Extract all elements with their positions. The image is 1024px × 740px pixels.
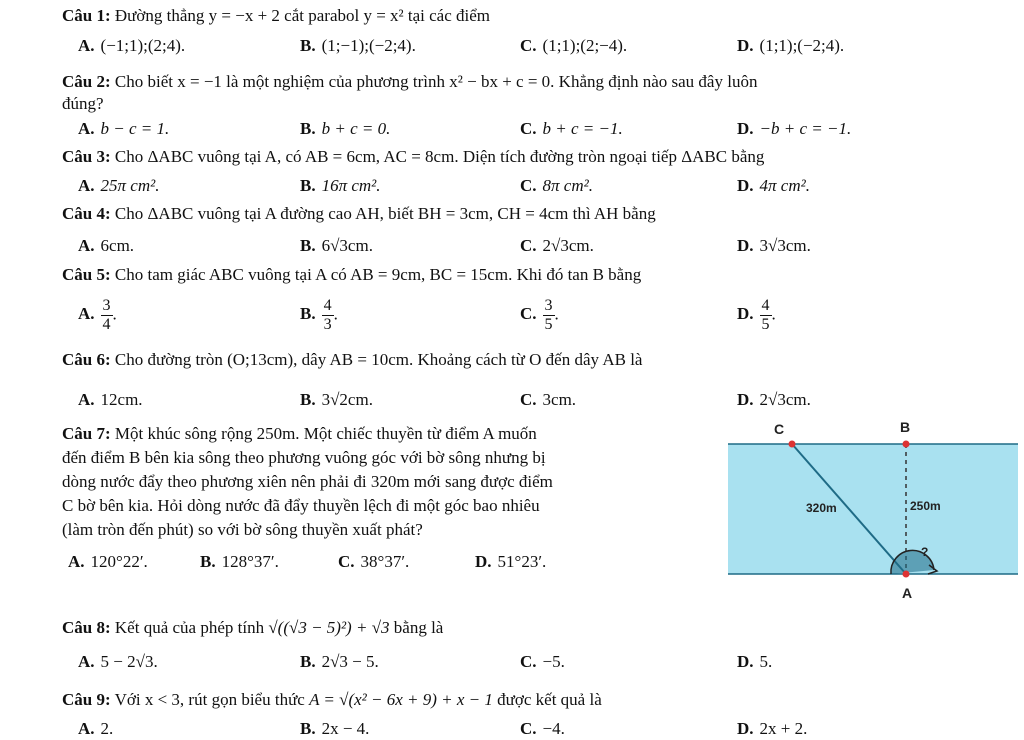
question-6 <box>62 350 642 370</box>
question-text: Kết quả của phép tính <box>114 618 265 637</box>
option-c[interactable]: C. 38°37′. <box>338 552 410 571</box>
option-c[interactable]: C. b + c = −1. <box>520 119 623 138</box>
option-c[interactable]: C. −5. <box>520 652 565 671</box>
question-1 <box>62 6 490 26</box>
question-text: Cho ΔABC vuông tại A đường cao AH, biết BH = 3cm, CH = 4cm thì AH bằng <box>114 204 656 223</box>
question-label: Câu 4: <box>62 204 111 223</box>
question-text-line: dòng nước đẩy theo phương xiên nên phải đi 320m mới sang được điểm <box>62 472 553 491</box>
option-c[interactable]: C. 8π cm². <box>520 176 593 195</box>
label-a: A <box>902 585 913 601</box>
option-a[interactable]: A. 25π cm². <box>78 176 160 195</box>
option-d[interactable]: D. 2x + 2. <box>737 719 808 738</box>
option-a[interactable]: A. 6cm. <box>78 236 135 255</box>
label-angle: ? <box>921 545 929 559</box>
point-c <box>789 441 796 448</box>
question-4 <box>62 204 656 224</box>
question-label: Câu 2: <box>62 72 111 91</box>
question-text: Cho biết x = −1 là một nghiệm của phương trình x² − bx + c = 0. Khẳng định nào sau đây luôn <box>114 72 758 91</box>
question-label: Câu 8: <box>62 618 111 637</box>
option-d[interactable]: D. $\frac{4}{5}$ . <box>737 297 776 333</box>
option-a[interactable]: A. 120°22′. <box>68 552 148 571</box>
option-a[interactable]: A. b − c = 1. <box>78 119 170 138</box>
question-text: Cho tam giác ABC vuông tại A có AB = 9cm, BC = 15cm. Khi đó tan B bằng <box>114 265 642 284</box>
math-expression: A = √(x² − 6x + 9) + x − 1 <box>309 690 493 709</box>
option-d[interactable]: D. 4π cm². <box>737 176 810 195</box>
question-text: Cho ΔABC vuông tại A, có AB = 6cm, AC = 8cm. Diện tích đường tròn ngoại tiếp ΔABC bằng <box>114 147 765 166</box>
option-b[interactable]: B. 2√3 − 5. <box>300 652 379 671</box>
option-b[interactable]: B. $\frac{4}{3}$ . <box>300 297 338 333</box>
point-b <box>903 441 910 448</box>
question-text: Với x < 3, rút gọn biểu thức <box>114 690 305 709</box>
option-a[interactable]: A. $\frac{3}{4}$ . <box>78 297 117 333</box>
question-text-end: bằng là <box>393 618 444 637</box>
option-b[interactable]: B. 6√3cm. <box>300 236 373 255</box>
label-b: B <box>900 419 911 435</box>
label-320m: 320m <box>806 501 837 515</box>
question-text-line: (làm tròn đến phút) so với bờ sông thuyền xuất phát? <box>62 520 423 539</box>
option-b[interactable]: B. 3√2cm. <box>300 390 373 409</box>
option-a[interactable]: A. (−1;1);(2;4). <box>78 36 186 55</box>
math-expression: √((√3 − 5)²) + √3 <box>268 618 390 637</box>
option-a[interactable]: A. 5 − 2√3. <box>78 652 158 671</box>
option-d[interactable]: D. 2√3cm. <box>737 390 811 409</box>
option-c[interactable]: C. 2√3cm. <box>520 236 594 255</box>
point-a <box>903 571 910 578</box>
question-5 <box>62 265 641 285</box>
option-b[interactable]: B. 2x − 4. <box>300 719 370 738</box>
option-c[interactable]: C. $\frac{3}{5}$ . <box>520 297 559 333</box>
option-a[interactable]: A. 12cm. <box>78 390 143 409</box>
option-c[interactable]: C. 3cm. <box>520 390 577 409</box>
option-d[interactable]: D. 3√3cm. <box>737 236 811 255</box>
option-d[interactable]: D. 5. <box>737 652 773 671</box>
option-a[interactable]: A. 2. <box>78 719 114 738</box>
question-9 <box>62 690 602 710</box>
option-c[interactable]: C. −4. <box>520 719 565 738</box>
question-label: Câu 7: <box>62 424 111 443</box>
option-b[interactable]: B. 128°37′. <box>200 552 279 571</box>
option-d[interactable]: D. (1;1);(−2;4). <box>737 36 845 55</box>
question-label: Câu 6: <box>62 350 111 369</box>
question-2-continuation: đúng? <box>62 94 104 113</box>
question-label: Câu 1: <box>62 6 111 25</box>
label-c: C <box>774 421 785 437</box>
river-figure <box>728 418 1018 608</box>
option-b[interactable]: B. 16π cm². <box>300 176 381 195</box>
question-text-line: Một khúc sông rộng 250m. Một chiếc thuyền từ điểm A muốn <box>114 424 537 443</box>
option-b[interactable]: B. (1;−1);(−2;4). <box>300 36 416 55</box>
option-b[interactable]: B. b + c = 0. <box>300 119 391 138</box>
option-d[interactable]: D. 51°23′. <box>475 552 547 571</box>
label-250m: 250m <box>910 499 941 513</box>
question-text: Cho đường tròn (O;13cm), dây AB = 10cm. Khoảng cách từ O đến dây AB là <box>114 350 643 369</box>
question-7 <box>62 422 690 542</box>
question-text: Đường thẳng y = −x + 2 cắt parabol y = x² tại các điểm <box>114 6 491 25</box>
option-d[interactable]: D. −b + c = −1. <box>737 119 852 138</box>
option-c[interactable]: C. (1;1);(2;−4). <box>520 36 628 55</box>
question-label: Câu 3: <box>62 147 111 166</box>
question-label: Câu 9: <box>62 690 111 709</box>
question-text-line: đến điểm B bên kia sông theo phương vuông góc với bờ sông nhưng bị <box>62 448 546 467</box>
question-label: Câu 5: <box>62 265 111 284</box>
river-water <box>728 444 1018 574</box>
question-3 <box>62 147 764 167</box>
question-8 <box>62 618 443 638</box>
question-text-end: được kết quả là <box>497 690 602 709</box>
question-text-line: C bờ bên kia. Hỏi dòng nước đã đẩy thuyền lệch đi một góc bao nhiêu <box>62 496 540 515</box>
question-2 <box>62 72 757 92</box>
